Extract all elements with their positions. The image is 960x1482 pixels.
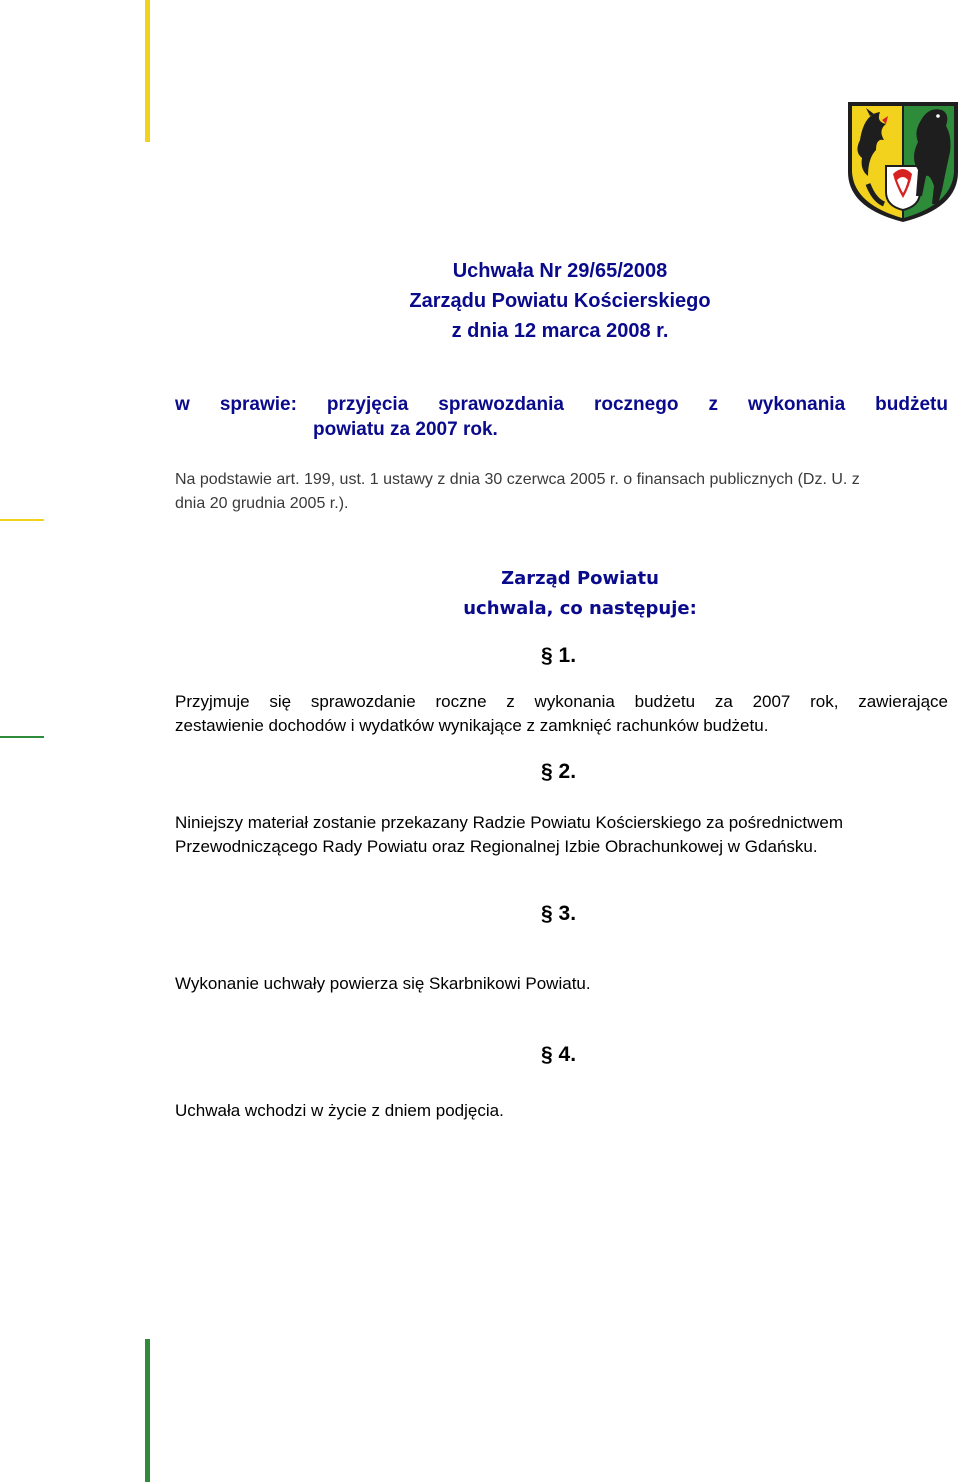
section-1-label: § 1. <box>541 644 577 667</box>
section-text-line: Wykonanie uchwały powierza się Skarbnikowi Powiatu. <box>175 974 591 993</box>
subject-line: w sprawie: przyjęcia sprawozdania rocznego z wykonania budżetu <box>175 394 948 415</box>
resolution-subject <box>175 392 948 442</box>
section-4-label: § 4. <box>541 1043 577 1066</box>
resolution-number: Uchwała Nr 29/65/2008 <box>452 260 668 282</box>
legal-basis-line: dnia 20 grudnia 2005 r.). <box>175 495 349 512</box>
issuing-body: Zarządu Powiatu Kościerskiego <box>409 290 711 312</box>
yellow-margin-rule <box>0 519 44 521</box>
board-resolves: uchwala, co następuje: <box>463 598 697 619</box>
section-4-text <box>175 1099 948 1123</box>
green-margin-rule <box>0 736 44 738</box>
section-3-text <box>175 972 948 996</box>
section-text-line: Niniejszy materiał zostanie przekazany Radzie Powiatu Kościerskiego za pośrednictwem <box>175 813 844 832</box>
legal-basis-line: Na podstawie art. 199, ust. 1 ustawy z dnia 30 czerwca 2005 r. o finansach publicznych (Dz. U. z <box>175 471 860 488</box>
section-1-text <box>175 690 948 738</box>
legal-basis <box>175 468 948 516</box>
board-name: Zarząd Powiatu <box>501 568 659 589</box>
section-text-line: Uchwała wchodzi w życie z dniem podjęcia. <box>175 1101 504 1120</box>
yellow-accent-bar <box>145 0 150 142</box>
section-text-line: zestawienie dochodów i wydatków wynikające z zamknięć rachunków budżetu. <box>175 716 769 735</box>
section-text-line: Przyjmuje się sprawozdanie roczne z wykonania budżetu za 2007 rok, zawierające <box>175 692 948 711</box>
section-text-line: Przewodniczącego Rady Powiatu oraz Regionalnej Izbie Obrachunkowej w Gdańsku. <box>175 837 818 856</box>
section-3-label: § 3. <box>541 902 577 925</box>
section-2-label: § 2. <box>541 760 577 783</box>
section-2-text <box>175 811 948 859</box>
green-accent-bar <box>145 1339 150 1482</box>
coat-of-arms-icon <box>846 100 960 224</box>
resolution-date: z dnia 12 marca 2008 r. <box>451 320 669 342</box>
subject-line: powiatu za 2007 rok. <box>313 419 498 440</box>
